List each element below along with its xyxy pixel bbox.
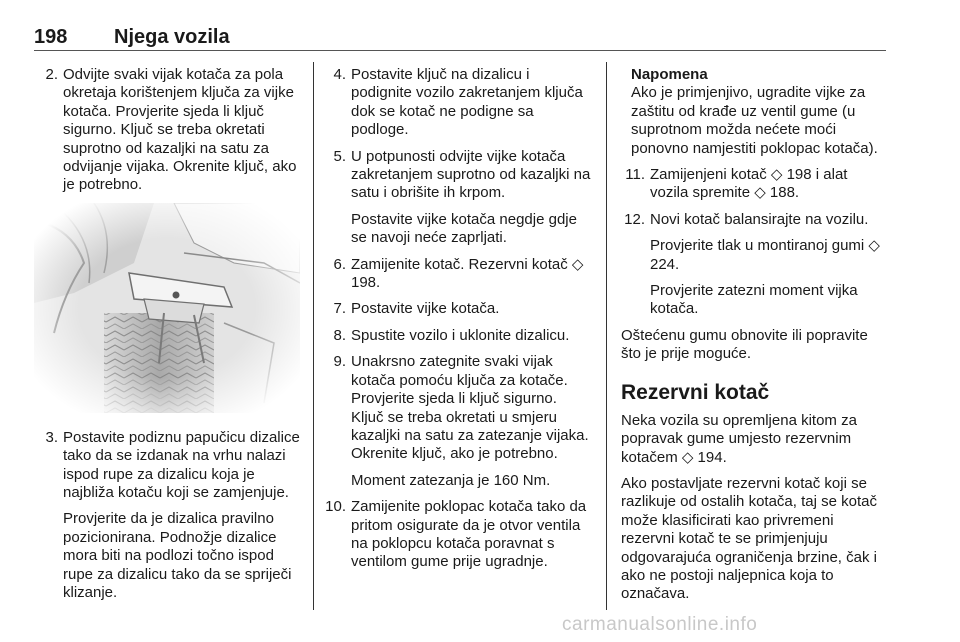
jack-illustration (34, 203, 300, 413)
step-text: Postavite vijke kotača negdje gdje se navoji neće zaprljati. (351, 210, 577, 247)
paragraph: Oštećenu gumu obnovite ili popravite što je prije moguće. (621, 326, 868, 363)
step-text: Zamijenjeni kotač ◇ 198 i alat vozila spremite ◇ 188. (650, 166, 848, 202)
step-text: Spustite vozilo i uklonite dizalicu. (351, 326, 570, 344)
step-number: 10. (325, 498, 346, 516)
column-2 (322, 66, 592, 580)
step-text: Moment zatezanja je 160 Nm. (351, 471, 551, 489)
step-4 (322, 66, 592, 140)
paragraph: Ako postavljate rezervni kotač koji se razlikuje od ostalih kotača, taj se kotač može klasificirati kao privremeni rezervni kotač te se primjenjuju odgovarajuća ograničenja brzine, čak i ako ne postoji naljepnica koja to označava. (621, 474, 877, 603)
header-rule (34, 50, 886, 51)
step-text: Odvijte svaki vijak kotača za pola okretaja korištenjem ključa za vijke kotača. Provjerite sjeda li ključ sigurno. Ključ se treba okretati suprotno od kazaljki na satu za odvijanje vijaka. Okrenite ključ, ako je potrebno. (63, 66, 297, 194)
step-number: 11. (625, 166, 645, 184)
step-5 (322, 148, 592, 248)
step-text: Novi kotač balansirajte na vozilu. (650, 210, 869, 228)
watermark: carmanualsonline.info (562, 614, 758, 635)
note-text: Ako je primjenjivo, ugradite vijke za zaštitu od krađe uz ventil gume (u suprotnom možda nećete moći ponovno namjestiti poklopac kotača). (631, 84, 878, 157)
step-text: Zamijenite poklopac kotača tako da pritom osigurate da je otvor ventila na poklopcu kotača poravnat s ventilom gume prije ugradnje. (351, 498, 587, 571)
step-number: 7. (333, 300, 346, 318)
step-number: 3. (45, 428, 58, 446)
column-divider-2 (606, 62, 607, 610)
paragraph: Neka vozila su opremljena kitom za popravak gume umjesto rezervnim kotačem ◇ 194. (621, 411, 857, 466)
step-number: 12. (624, 210, 645, 228)
step-7 (322, 300, 592, 318)
step-number: 8. (333, 326, 346, 344)
column-3 (621, 66, 887, 612)
step-text: Provjerite zatezni moment vijka kotača. (650, 282, 858, 318)
step-8 (322, 327, 592, 345)
step-text: Unakrsno zategnite svaki vijak kotača pomoću ključa za kotače. Provjerite sjeda li ključ sigurno. Ključ se treba okretati u smjeru kazaljki na satu za zatezanje vijaka. Okrenite ključ, ako je potrebno. (351, 353, 589, 463)
step-11 (621, 166, 887, 203)
step-text: Postavite vijke kotača. (351, 300, 500, 318)
step-text: Zamijenite kotač. Rezervni kotač ◇ 198. (351, 255, 584, 292)
column-1 (34, 66, 302, 611)
note-box (621, 66, 887, 158)
section-title: Rezervni kotač (621, 380, 770, 404)
step-10 (322, 498, 592, 572)
step-text: Postavite podiznu papučicu dizalice tako da se izdanak na vrhu nalazi ispod rupe za dizalicu koja je najbliža kotaču koji se zamjenjuje. (63, 428, 300, 502)
note-title: Napomena (631, 66, 708, 83)
step-number: 9. (333, 353, 346, 371)
step-number: 2. (45, 66, 58, 83)
step-3 (34, 429, 302, 603)
step-6 (322, 256, 592, 293)
jack-under-vehicle-image (34, 203, 300, 413)
step-text: Postavite ključ na dizalicu i podignite vozilo zakretanjem ključa dok se kotač ne podigne sa podloge. (351, 66, 583, 139)
chapter-title: Njega vozila (114, 26, 230, 48)
column-divider-1 (313, 62, 314, 610)
step-text: Provjerite tlak u montiranoj gumi ◇ 224. (650, 237, 880, 273)
step-text: Provjerite da je dizalica pravilno pozicionirana. Podnožje dizalice mora biti na podlozi točno ispod rupe za dizalicu tako da se spriječi klizanje. (63, 510, 292, 602)
step-text: U potpunosti odvijte vijke kotača zakretanjem suprotno od kazaljki na satu i obrišite ih krpom. (351, 147, 591, 202)
page-number: 198 (34, 26, 68, 48)
step-9 (322, 353, 592, 490)
step-number: 6. (333, 255, 346, 273)
page-header (34, 26, 886, 50)
step-12 (621, 211, 887, 319)
step-number: 4. (333, 66, 346, 83)
step-2 (34, 66, 302, 195)
step-number: 5. (333, 147, 346, 165)
